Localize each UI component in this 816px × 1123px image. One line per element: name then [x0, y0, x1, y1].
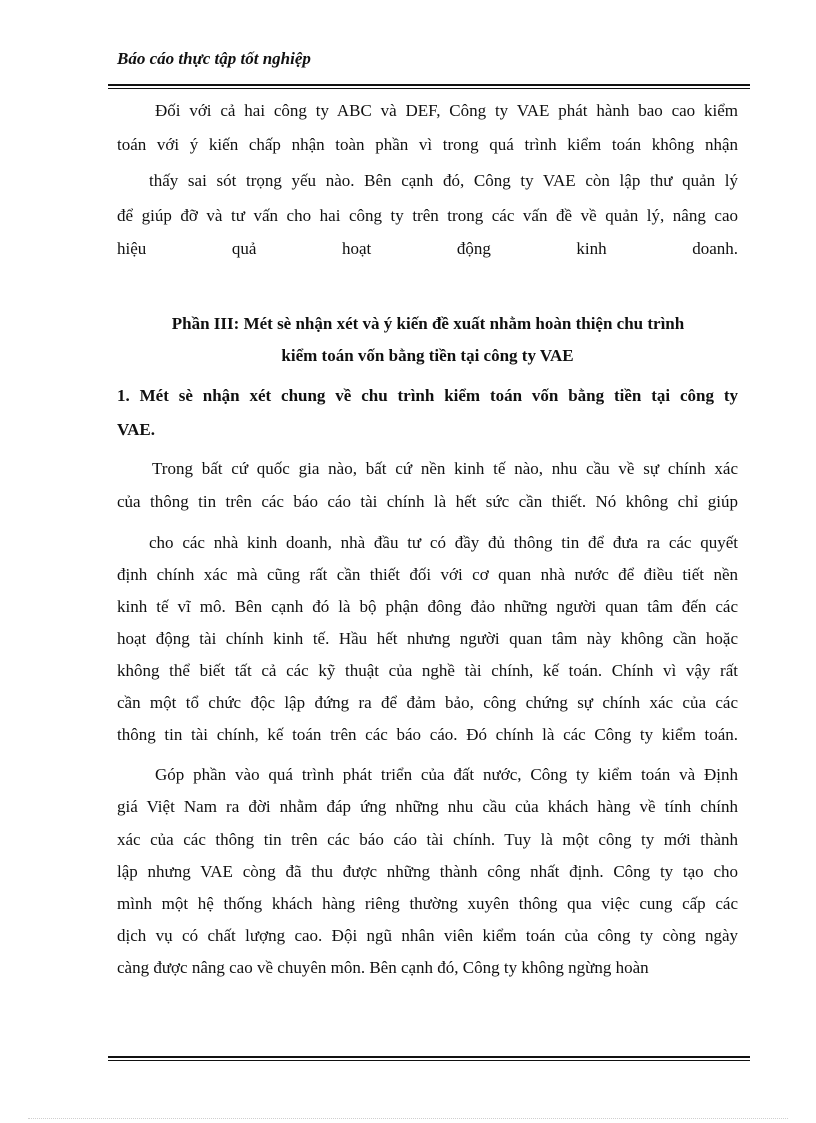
paragraph-line: Góp phần vào quá trình phát triển của đất nước, Công ty kiểm toán và Định — [155, 765, 738, 784]
paragraph-line: Trong bất cứ quốc gia nào, bất cứ nền kinh tế nào, nhu cầu về sự chính xác — [152, 459, 738, 478]
paragraph-line: không thể biết tất cả các kỹ thuật của nghề tài chính, kế toán. Chính vì vậy rất — [117, 661, 738, 680]
paragraph-line: thông tin tài chính, kế toán trên các báo cáo. Đó chính là các Công ty kiểm toán. — [117, 725, 738, 744]
paragraph-line: dịch vụ có chất lượng cao. Đội ngũ nhân viên kiểm toán của công ty còng ngày — [117, 926, 738, 945]
paragraph-line: kinh tế vĩ mô. Bên cạnh đó là bộ phận đông đảo những người quan tâm đến các — [117, 597, 738, 616]
part-heading-line-2: kiểm toán vốn bằng tiền tại công ty VAE — [281, 346, 574, 365]
paragraph-line: hoạt động tài chính kinh tế. Hầu hết nhưng người quan tâm này không cần hoặc — [117, 629, 738, 648]
paragraph-line: để giúp đỡ và tư vấn cho hai công ty trên trong các vấn đề về quản lý, nâng cao — [117, 206, 738, 225]
paragraph-line: cho các nhà kinh doanh, nhà đầu tư có đầy đủ thông tin để đưa ra các quyết — [149, 533, 738, 552]
section-heading-line-2: VAE. — [117, 420, 155, 439]
paragraph-line: cần một tổ chức độc lập đứng ra để đảm bảo, công chứng sự chính xác của các — [117, 693, 738, 712]
paragraph-line: giá Việt Nam ra đời nhằm đáp ứng những nhu cầu của khách hàng về tính chính — [117, 797, 738, 816]
header-divider — [108, 84, 750, 89]
part-heading-line-1: Phần III: Mét sè nhận xét và ý kiến đề xuất nhằm hoàn thiện chu trình — [171, 314, 685, 333]
paragraph-line: định chính xác mà cũng rất cần thiết đối với cơ quan nhà nước để điều tiết nền — [117, 565, 738, 584]
paragraph-line: lập nhưng VAE còng đã thu được những thành công nhất định. Công ty tạo cho — [117, 862, 738, 881]
paragraph-line: hiệu quả hoạt động kinh doanh. — [117, 239, 738, 258]
page-boundary-dotted-line — [28, 1118, 788, 1119]
paragraph-line: thấy sai sót trọng yếu nào. Bên cạnh đó, Công ty VAE còn lập thư quản lý — [149, 171, 738, 190]
paragraph-line: Đối với cả hai công ty ABC và DEF, Công ty VAE phát hành bao cao kiểm — [155, 101, 738, 120]
paragraph-line: mình một hệ thống khách hàng riêng thường xuyên thông qua việc cung cấp các — [117, 894, 738, 913]
paragraph-line: càng được nâng cao về chuyên môn. Bên cạnh đó, Công ty không ngừng hoàn — [117, 958, 649, 977]
paragraph-line: xác của các thông tin trên các báo cáo tài chính. Tuy là một công ty mới thành — [117, 830, 738, 849]
paragraph-line: toán với ý kiến chấp nhận toàn phần vì trong quá trình kiểm toán không nhận — [117, 135, 738, 154]
section-heading-line-1: 1. Mét sè nhận xét chung về chu trình kiểm toán vốn bằng tiền tại công ty — [117, 386, 738, 405]
paragraph-line: của thông tin trên các báo cáo tài chính là hết sức cần thiết. Nó không chỉ giúp — [117, 492, 738, 511]
footer-divider — [108, 1056, 750, 1061]
page-header-title: Báo cáo thực tập tốt nghiệp — [117, 49, 311, 68]
